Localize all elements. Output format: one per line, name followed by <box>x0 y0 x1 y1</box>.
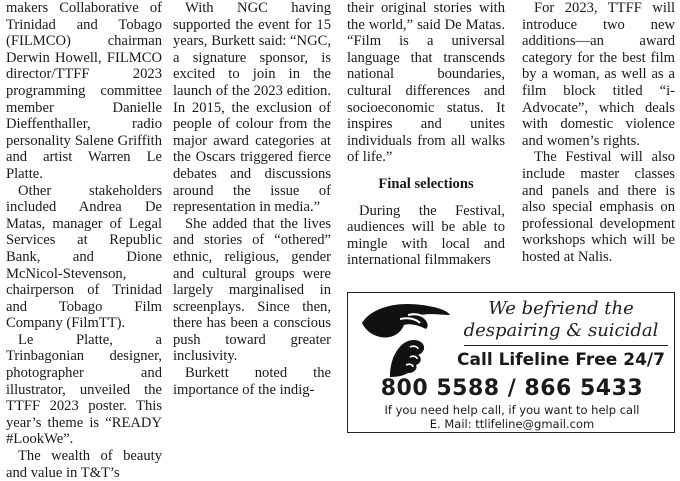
paragraph: For 2023, TTFF will introduce two new additions—an award category for the best film by a woman, as well as a film block titled “i-Advocate”, which deals with domestic violence and women’s rights. <box>522 0 675 149</box>
article-column-2 <box>173 0 331 398</box>
ad-tagline: We befriend the <box>488 298 634 319</box>
article-column-3 <box>347 0 505 269</box>
paragraph: The wealth of beauty and value in T&T’s <box>6 448 162 481</box>
ad-call-line: Call Lifeline Free 24/7 <box>457 350 665 370</box>
article-column-1 <box>6 0 162 481</box>
ad-email: E. Mail: ttlifeline@gmail.com <box>429 417 595 431</box>
paragraph: With NGC having supported the event for 15 years, Burkett said: “NGC, a signature sponsor, is excited to join in the launch of the 2023 edition. In 2015, the exclusion of people of colour from the major award categories at the Oscars triggered fierce debates and discussions around the issue of representation in media.” <box>173 0 331 216</box>
paragraph: She added that the lives and stories of “othered” ethnic, religious, gender and cultural groups were largely marginalised in screenplays. Since then, there has been a conscious push toward greater inclusivity. <box>173 215 331 365</box>
section-heading: Final selections <box>378 175 474 192</box>
ad-tagline: despairing & suicidal <box>463 320 659 341</box>
hands-icon <box>360 301 452 377</box>
paragraph: makers Collaborative of Trinidad and Tobago (FILMCO) chairman Derwin Howell, FILMCO director/TTFF 2023 programming committee member Danielle Dieffenthaller, radio personality Salene Griffith and artist Warren Le Platte. <box>6 0 162 182</box>
paragraph: Le Platte, a Trinbagonian designer, photographer and illustrator, unveiled the TTFF 2023 poster. This year’s theme is “READY #LookWe”. <box>6 331 162 448</box>
ad-help-text: If you need help call, if you want to help call <box>384 403 640 417</box>
lifeline-ad <box>347 292 675 433</box>
paragraph: Burkett noted the importance of the indig- <box>173 365 331 398</box>
ad-phone-numbers: 800 5588 / 866 5433 <box>380 376 644 401</box>
paragraph: Other stakeholders included Andrea De Matas, manager of Legal Services at Republic Bank, and Dione McNicol-Stevenson, chairperson of Trinidad and Tobago Film Company (FilmTT). <box>6 182 162 332</box>
divider <box>464 345 668 346</box>
paragraph: During the Festival, audiences will be able to mingle with local and international filmmakers <box>347 202 505 269</box>
paragraph: their original stories with the world,” said De Matas. “Film is a universal language that transcends national boundaries, cultural differences and socioeconomic status. It inspires and unites individuals from all walks of life.” <box>347 0 505 166</box>
article-column-4 <box>522 0 675 266</box>
paragraph: The Festival will also include master classes and panels and there is also special emphasis on professional development workshops which will be hosted at Nalis. <box>522 149 675 265</box>
